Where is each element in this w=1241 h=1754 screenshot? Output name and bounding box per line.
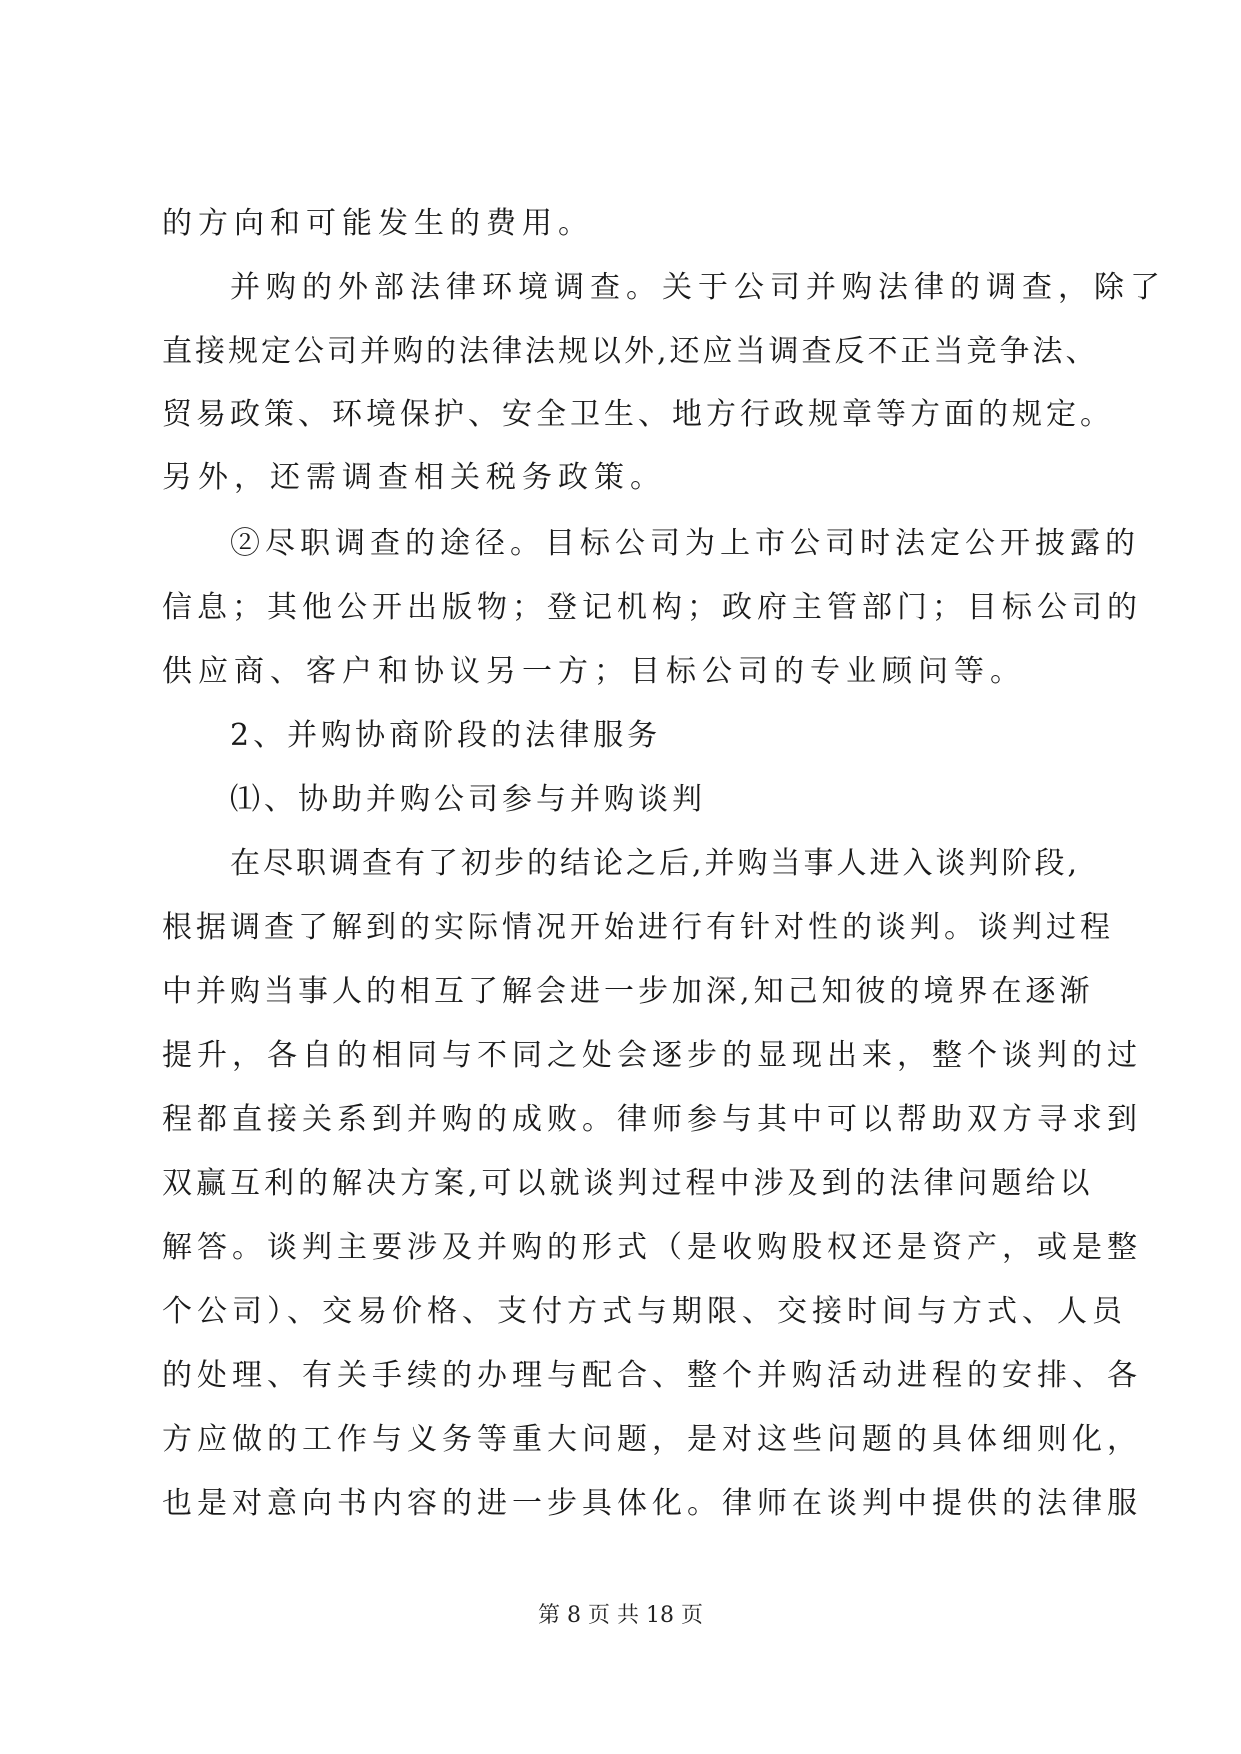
section-heading: 2、并购协商阶段的法律服务 [230,718,662,753]
text-line: 也是对意向书内容的进一步具体化。律师在谈判中提供的法律服 [162,1486,1142,1521]
text-line: 直接规定公司并购的法律法规以外,还应当调查反不正当竞争法、 [162,334,1099,369]
page-number-footer: 第 8 页 共 18 页 [538,1603,703,1628]
text-line: 程都直接关系到并购的成败。律师参与其中可以帮助双方寻求到 [162,1102,1142,1137]
text-line: 贸易政策、环境保护、安全卫生、地方行政规章等方面的规定。 [162,397,1114,432]
text-line: 另外，还需调查相关税务政策。 [162,460,666,495]
text-line: 并购的外部法律环境调查。关于公司并购法律的调查，除了 [230,270,1166,305]
text-line: 的处理、有关手续的办理与配合、整个并购活动进程的安排、各 [162,1358,1142,1393]
text-line: 根据调查了解到的实际情况开始进行有针对性的谈判。谈判过程 [162,910,1114,945]
text-line: 解答。谈判主要涉及并购的形式（是收购股权还是资产，或是整 [162,1230,1142,1265]
text-line: 方应做的工作与义务等重大问题，是对这些问题的具体细则化， [162,1422,1142,1457]
text-line: 中并购当事人的相互了解会进一步加深,知己知彼的境界在逐渐 [162,974,1094,1009]
text-line: ②尽职调查的途径。目标公司为上市公司时法定公开披露的 [230,526,1140,561]
text-line: 信息；其他公开出版物；登记机构；政府主管部门；目标公司的 [162,590,1142,625]
text-line: 个公司）、交易价格、支付方式与期限、交接时间与方式、人员 [162,1294,1127,1329]
text-line: 提升，各自的相同与不同之处会逐步的显现出来，整个谈判的过 [162,1038,1142,1073]
text-line: 在尽职调查有了初步的结论之后,并购当事人进入谈判阶段, [230,846,1081,881]
text-line: 的方向和可能发生的费用。 [162,206,594,241]
text-line: 双赢互利的解决方案,可以就谈判过程中涉及到的法律问题给以 [162,1166,1094,1201]
subsection-heading: ⑴、协助并购公司参与并购谈判 [230,782,706,817]
text-line: 供应商、客户和协议另一方；目标公司的专业顾问等。 [162,654,1026,689]
